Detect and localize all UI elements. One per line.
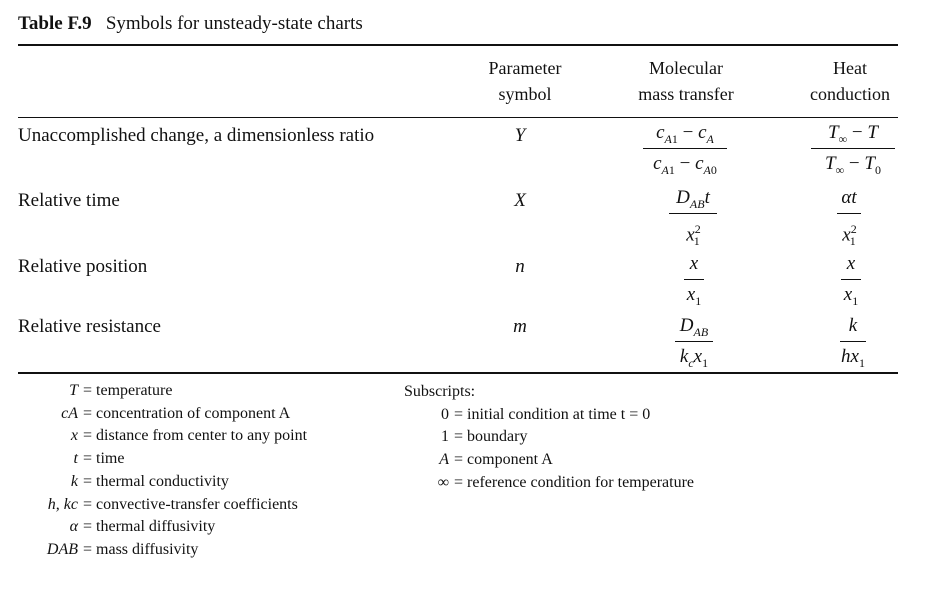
top-rule <box>18 44 898 46</box>
formula-heat-relative-position: x $x_1$ <box>791 252 911 307</box>
row-label-unaccomplished-change: Unaccomplished change, a dimensionless ratio <box>18 125 375 146</box>
legend-symbol: t <box>73 450 78 468</box>
legend-item-distance: x = distance from center to any point <box>0 425 307 448</box>
row-label-relative-position: Relative position <box>18 256 148 277</box>
subscripts-title: Subscripts: <box>404 383 476 400</box>
bottom-rule <box>18 372 898 374</box>
formula-mass-relative-time: $D_{AB}t$ $x^2_1$ <box>633 186 753 241</box>
legend-text: convective-transfer coefficients <box>96 495 298 513</box>
legend-item-concentration: cA = concentration of component A <box>0 403 307 426</box>
row-symbol-x: X <box>514 190 526 211</box>
subscript-symbol: ∞ <box>437 473 449 491</box>
subscript-item-reference: ∞ = reference condition for temperature <box>404 472 694 495</box>
row-symbol-y: Y <box>514 125 526 146</box>
legend-text: concentration of component A <box>96 404 291 422</box>
legend-symbol: cA <box>61 404 78 422</box>
subscript-item-component: A = component A <box>404 449 694 472</box>
legend-symbol: k <box>70 472 78 490</box>
legend-symbol: h, kc <box>47 495 78 513</box>
subscript-text: component A <box>467 451 553 469</box>
formula-heat-unaccomplished-change: $T_\infty - T$ $T_\infty - T_0$ <box>793 121 913 176</box>
formula-heat-relative-resistance: k $hx_1$ <box>841 315 865 370</box>
row-label-relative-time: Relative time <box>18 190 120 211</box>
header-parameter-symbol: Parameter symbol <box>488 58 562 104</box>
legend-item-temperature: T = temperature <box>0 380 307 403</box>
legend-item-time: t = time <box>0 448 307 471</box>
legend-symbol: T <box>69 382 78 399</box>
legend-text: thermal conductivity <box>96 472 229 490</box>
row-symbol-n: n <box>515 256 525 277</box>
header-rule <box>18 117 898 118</box>
symbol-legend <box>0 380 307 562</box>
legend-symbol: DAB <box>46 540 78 558</box>
formula-mass-unaccomplished-change: $c_{A1} - c_A$ $c_{A1} - c_{A0}$ <box>625 121 745 176</box>
legend-item-thermal-conductivity: k = thermal conductivity <box>0 471 307 494</box>
subscript-symbol: A <box>439 451 449 469</box>
subscript-symbol: 0 <box>441 405 449 423</box>
table-caption <box>18 13 363 35</box>
subscript-text: initial condition at time t = 0 <box>467 405 651 423</box>
legend-item-mass-diffusivity: DAB = mass diffusivity <box>0 539 307 562</box>
formula-heat-relative-time: αt $x^2_1$ <box>789 186 909 241</box>
legend-symbol: x <box>70 427 78 445</box>
legend-symbol: α <box>69 518 78 536</box>
legend-text: distance from center to any point <box>96 427 308 445</box>
subscript-text: reference condition for temperature <box>467 473 695 491</box>
legend-item-convective-coefficients: h, kc = convective-transfer coefficients <box>0 494 307 517</box>
row-label-relative-resistance: Relative resistance <box>18 316 161 337</box>
legend-text: temperature <box>96 382 173 399</box>
formula-mass-relative-position: x $x_1$ <box>634 252 754 307</box>
header-molecular-mass-transfer: Molecular mass transfer <box>638 58 734 104</box>
subscripts-legend <box>404 381 694 495</box>
subscript-symbol: 1 <box>441 428 449 446</box>
formula-mass-relative-resistance: $D_{AB}$ $k_cx_1$ <box>634 314 754 369</box>
legend-text: mass diffusivity <box>96 540 199 558</box>
table-title: Symbols for unsteady-state charts <box>105 13 363 34</box>
subscript-item-boundary: 1 = boundary <box>404 426 694 449</box>
table-number: Table F.9 <box>18 13 92 34</box>
row-symbol-m: m <box>513 316 527 337</box>
legend-item-thermal-diffusivity: α = thermal diffusivity <box>0 516 307 539</box>
legend-text: time <box>96 450 125 468</box>
subscript-item-initial: 0 = initial condition at time t = 0 <box>404 404 694 427</box>
header-heat-conduction: Heat conduction <box>810 58 890 104</box>
legend-text: thermal diffusivity <box>96 518 216 536</box>
subscript-text: boundary <box>467 428 528 446</box>
